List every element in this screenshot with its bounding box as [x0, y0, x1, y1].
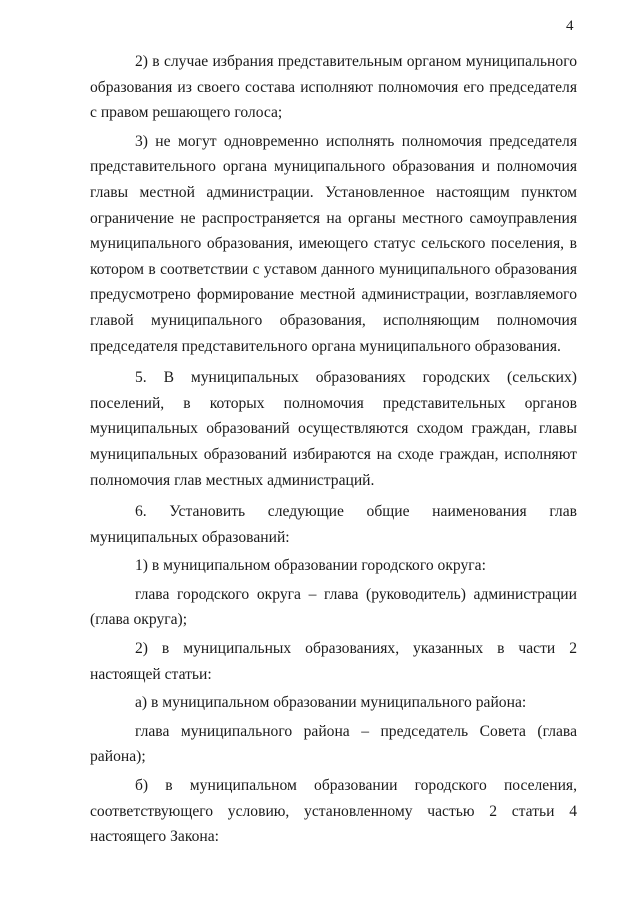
paragraph-item-3: 3) не могут одновременно исполнять полномочия председателя представительного органа муниципального образования и полномочия главы местной администрации. Установленное настоящим пунктом ограничение не распространяется на органы местного самоуправления муниципального образования, имеющего статус сельского поселения, в котором в соответствии с уставом данного муниципального образования предусмотрено формирование местной администрации, возглавляемого главой муниципального образования, исполняющим полномочия председателя представительного органа муниципального образования. — [90, 132, 577, 355]
paragraph-subitem-1: 1) в муниципальном образовании городского округа: — [135, 557, 486, 575]
paragraph-city-district-head: глава городского округа – глава (руководитель) администрации (глава округа); — [90, 585, 577, 629]
paragraph-section-6: 6. Установить следующие общие наименования глав муниципальных образований: — [90, 503, 577, 546]
paragraph-subitem-2: 2) в муниципальных образованиях, указанных в части 2 настоящей статьи: — [90, 640, 577, 683]
page-number: 4 — [566, 18, 574, 34]
paragraph-item-2: 2) в случае избрания представительным органом муниципального образования из своего состава исполняют полномочия его председателя с правом решающего голоса; — [90, 53, 577, 122]
paragraph-district-head: глава муниципального района – председатель Совета (глава района); — [90, 722, 577, 766]
paragraph-subitem-b: б) в муниципальном образовании городского поселения, соответствующего условию, установленному частью 2 статьи 4 настоящего Закона: — [90, 777, 577, 846]
paragraph-subitem-a: а) в муниципальном образовании муниципального района: — [135, 694, 527, 712]
paragraph-section-5: 5. В муниципальных образованиях городских (сельских) поселений, в которых полномочия представительных органов муниципальных образований осуществляются сходом граждан, главы муниципальных образований избираются на сходе граждан, исполняют полномочия глав местных администраций. — [90, 369, 577, 489]
document-body — [90, 49, 577, 850]
